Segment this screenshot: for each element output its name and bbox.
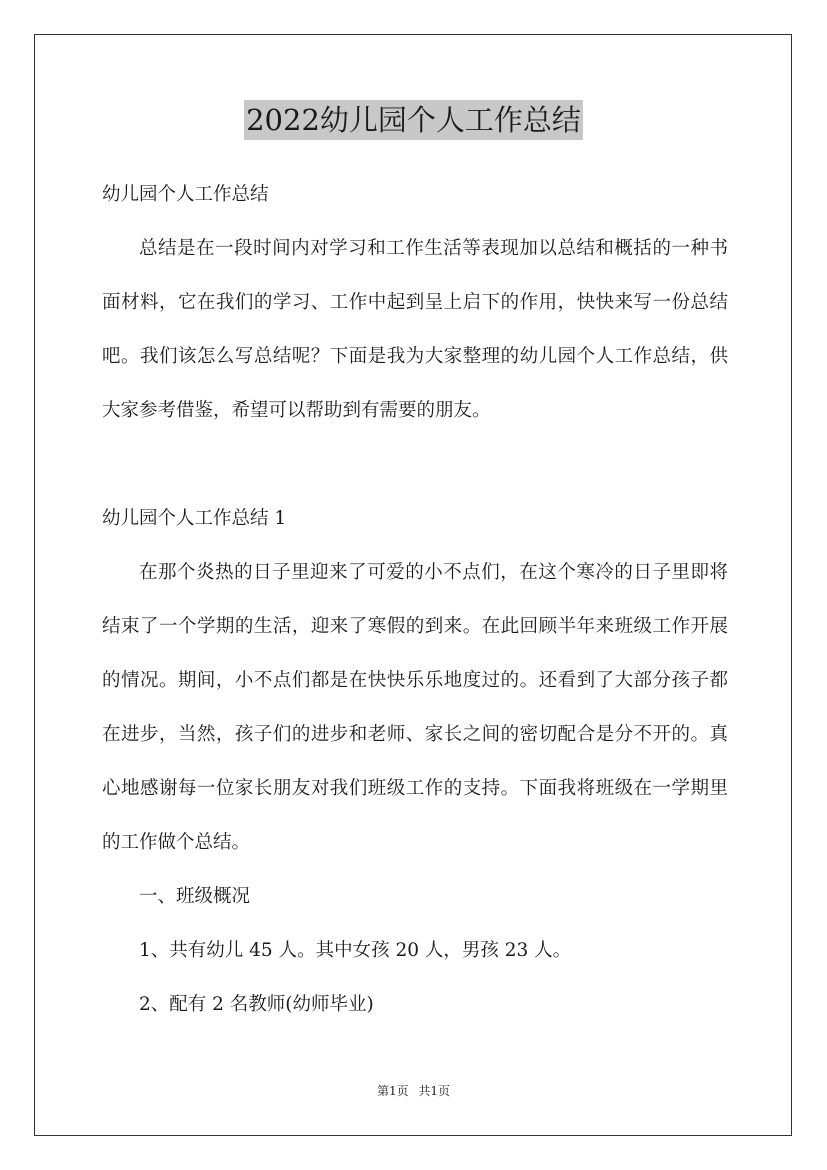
page-number: 第1页: [376, 1084, 409, 1098]
section-class-overview: 一、班级概况: [139, 886, 251, 907]
document-title-text: 2022幼儿园个人工作总结: [244, 100, 583, 140]
intro-heading: 幼儿园个人工作总结: [102, 184, 269, 205]
list-item-2: 2、配有 2 名教师(幼师毕业): [139, 994, 374, 1015]
page-total: 共1页: [418, 1084, 451, 1098]
spacer: [102, 438, 728, 492]
intro-paragraph: 总结是在一段时间内对学习和工作生活等表现加以总结和概括的一种书面材料，它在我们的学习、工作中起到呈上启下的作用，快快来写一份总结吧。我们该怎么写总结呢？下面是我为大家整理的幼儿园个人工作总结，供大家参考借鉴，希望可以帮助到有需要的朋友。: [102, 238, 728, 421]
page-footer: [0, 1083, 827, 1099]
section-heading-1: 幼儿园个人工作总结 1: [102, 508, 287, 529]
list-item-1: 1、共有幼儿 45 人。其中女孩 20 人，男孩 23 人。: [139, 940, 572, 961]
paragraph-1: 在那个炎热的日子里迎来了可爱的小不点们，在这个寒冷的日子里即将结束了一个学期的生活，迎来了寒假的到来。在此回顾半年来班级工作开展的情况。期间，小不点们都是在快快乐乐地度过的。还看到了大部分孩子都在进步，当然，孩子们的进步和老师、家长之间的密切配合是分不开的。真心地感谢每一位家长朋友对我们班级工作的支持。下面我将班级在一学期里的工作做个总结。: [102, 562, 728, 853]
document-title: [0, 100, 827, 146]
document-body: [102, 168, 728, 1032]
